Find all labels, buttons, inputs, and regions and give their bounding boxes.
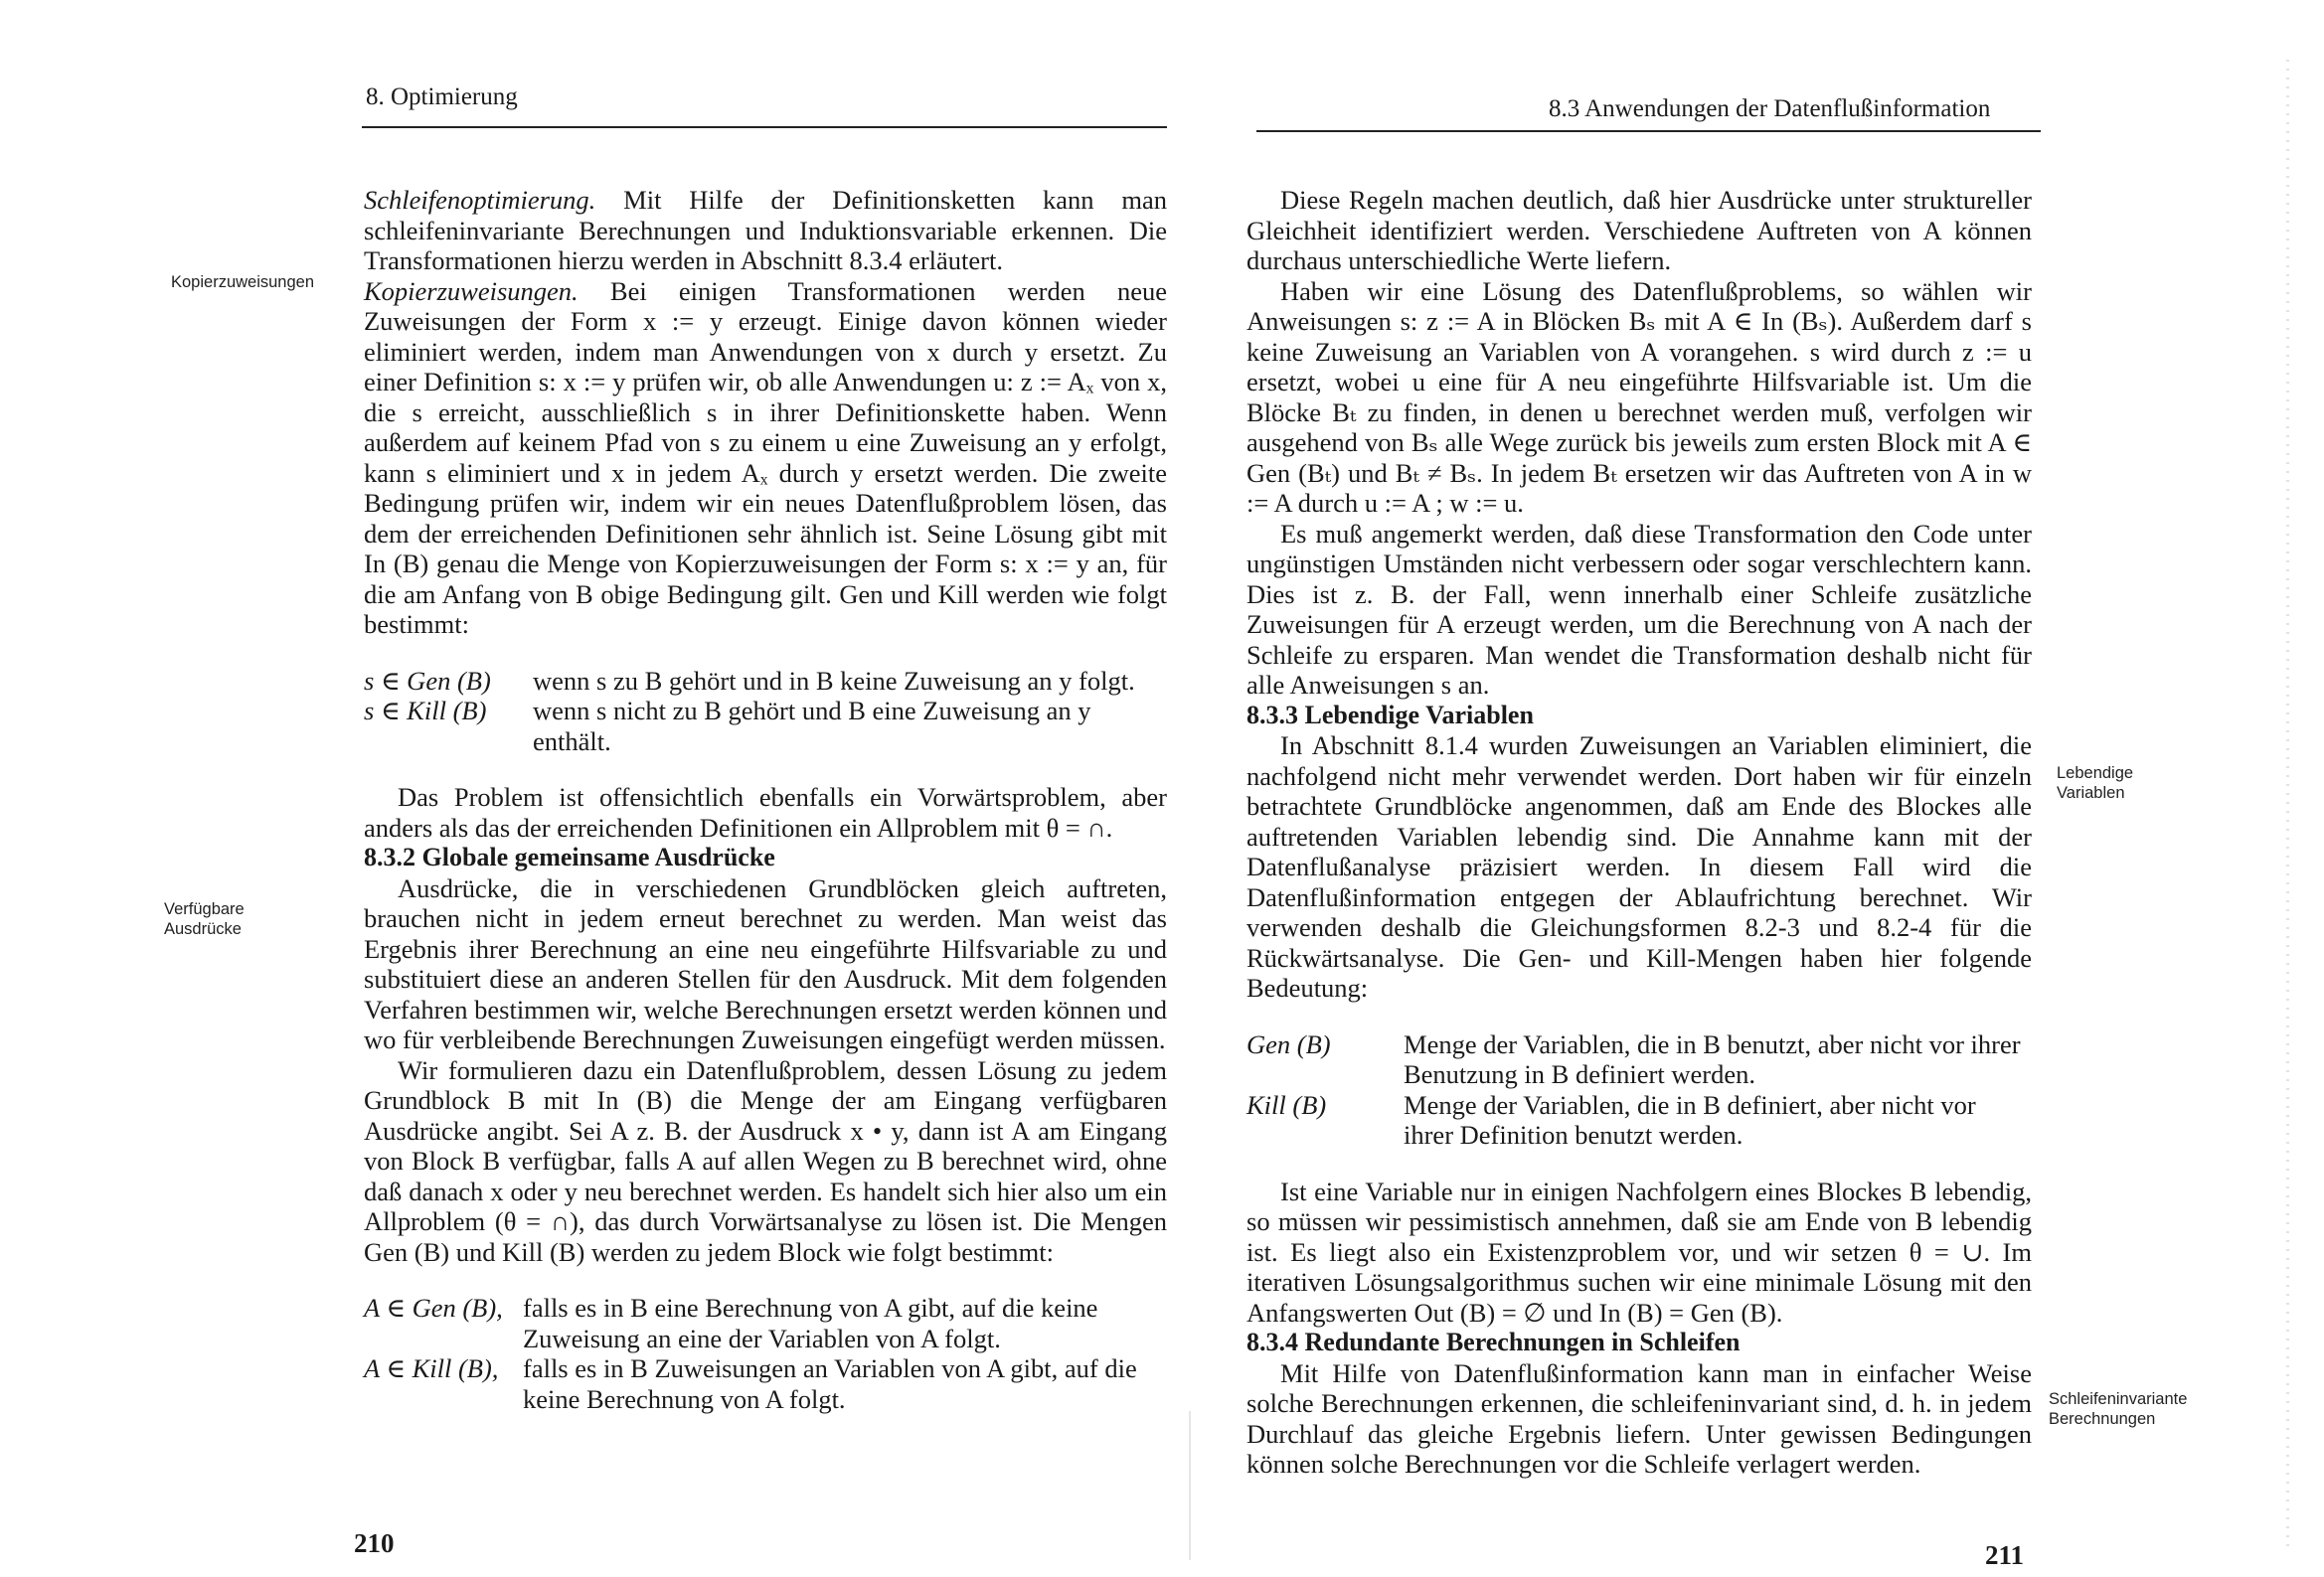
spacer xyxy=(364,756,1167,782)
definition-list-expressions xyxy=(364,1293,1167,1414)
margin-note-kopierzuweisungen: Kopierzuweisungen xyxy=(171,273,315,291)
definition-desc: Menge der Variablen, die in B definiert, aber nicht vor ihrer Definition benutzt werden. xyxy=(1404,1089,1976,1150)
section-heading-8-3-2: 8.3.2 Globale gemeinsame Ausdrücke xyxy=(364,843,775,871)
left-para-lead: Schleifenoptimierung. xyxy=(364,185,596,215)
left-page-number: 210 xyxy=(354,1528,395,1558)
definition-term: Gen (B) xyxy=(1246,1028,1331,1059)
spacer xyxy=(1246,1151,2032,1177)
section-heading-8-3-4: 8.3.4 Redundante Berechnungen in Schleifen xyxy=(1246,1328,1741,1356)
left-para-kopierzuweisungen xyxy=(364,276,1167,640)
left-para-vorwaertsproblem: Das Problem ist offensichtlich ebenfalls ein Vorwärtsproblem, aber anders als das der erreichenden Definitionen ein Allproblem mit θ = ∩. xyxy=(364,782,1167,843)
spacer xyxy=(1246,1004,2032,1029)
right-para-loesung: Haben wir eine Lösung des Datenflußproblems, so wählen wir Anweisungen s: z := A in Blöcken Bₛ mit A ∈ In (Bₛ). Außerdem darf s keine Zuweisung an Variablen von A vorangehen. s wird durch z := u ersetzt, wobei u eine für A neu eingeführte Hilfsvariable ist. Um die Blöcke Bₜ zu finden, in denen u berechnet werden muß, verfolgen wir ausgehend von Bₛ alle Wege zurück bis jeweils zum ersten Block mit A ∈ Gen (Bₜ) und Bₜ ≠ Bₛ. In jedem Bₜ ersetzen wir das Auftreten von A in w := A durch u := A ; w := u. xyxy=(1246,275,2032,518)
right-para-transformation: Es muß angemerkt werden, daß diese Transformation den Code unter ungünstigen Umständen nicht verbessern oder sogar verschlechtern kann. Dies ist z. B. der Fall, wenn innerhalb einer Schleife zusätzliche Zuweisungen für A erzeugt werden, um die Berechnung von A nach der Schleife zu ersparen. Man wendet die Transformation deshalb nicht für alle Anweisungen s an. xyxy=(1246,518,2032,700)
left-para-schleifenoptimierung xyxy=(364,185,1167,276)
page-edge-shadow xyxy=(2286,60,2289,1550)
right-page xyxy=(1162,0,2324,1577)
margin-note-verfuegbare-ausdruecke: Verfügbare Ausdrücke xyxy=(164,900,245,938)
spacer xyxy=(364,1267,1167,1293)
right-para-regeln: Diese Regeln machen deutlich, daß hier Ausdrücke unter struktureller Gleichheit identifiziert werden. Verschiedene Auftreten von A können durchaus unterschiedliche Werte liefern. xyxy=(1246,185,2032,275)
definition-desc: Menge der Variablen, die in B benutzt, aber nicht vor ihrer Benutzung in B definiert werden. xyxy=(1404,1028,2021,1089)
left-header-rule xyxy=(362,126,1167,128)
definition-desc: wenn s zu B gehört und in B keine Zuweisung an y folgt. xyxy=(533,665,1135,696)
right-para-schleifeninvariant: Mit Hilfe von Datenflußinformation kann man in einfacher Weise solche Berechnungen erkennen, die schleifeninvariant sind, d. h. in jedem Durchlauf das gleiche Ergebnis liefern. Unter gewissen Bedingungen können solche Berechnungen vor die Schleife verlagert werden. xyxy=(1246,1357,2032,1479)
definition-term: s ∈ Kill (B) xyxy=(364,696,487,725)
left-para-datenflussproblem: Wir formulieren dazu ein Datenflußproblem, dessen Lösung zu jedem Grundblock B mit In (B) die Menge der am Eingang verfügbaren Ausdrücke angibt. Sei A z. B. der Ausdruck x • y, dann ist A am Eingang von Block B verfügbar, falls A auf allen Wegen zu B berechnet wird, ohne daß danach x oder y neu berechnet werden. Es handelt sich hier also um ein Allproblem (θ = ∩), das durch Vorwärtsanalyse zu lösen ist. Die Mengen Gen (B) und Kill (B) werden zu jedem Block wie folgt bestimmt: xyxy=(364,1054,1167,1267)
definition-term: A ∈ Gen (B), xyxy=(364,1293,503,1323)
margin-note-schleifeninvariante: Schleifeninvariante Berechnungen xyxy=(2049,1390,2188,1428)
left-para-text: Bei einigen Transformationen werden neue Zuweisungen der Form x := y erzeugt. Einige davon können wieder eliminiert werden, indem man Anwendungen von x durch y ersetzt. Zu einer Definition s: x := y prüfen wir, ob alle Anwendungen u: z := Aₓ von x, die s erreicht, ausschließlich s in ihrer Definitionskette haben. Wenn außerdem auf keinem Pfad von s zu einem u eine Zuweisung an y erfolgt, kann s eliminiert und x in jedem Aₓ durch y ersetzt werden. Die zweite Bedingung prüfen wir, indem wir ein neues Datenflußproblem lösen, das dem der erreichenden Definitionen sehr ähnlich ist. Seine Lösung gibt mit In (B) genau die Menge von Kopierzuweisungen der Form s: x := y an, für die am Anfang von B obige Bedingung gilt. Gen und Kill werden wie folgt bestimmt: xyxy=(364,275,1167,639)
margin-note-lebendige-variablen: Lebendige Variablen xyxy=(2057,764,2134,802)
left-body-text xyxy=(364,185,1167,1414)
definition-term: Kill (B) xyxy=(1246,1089,1327,1120)
spacer xyxy=(364,640,1167,666)
definition-list-copy xyxy=(364,666,1167,757)
left-para-text: Mit Hilfe der Definitionsketten kann man schleifeninvariante Berechnungen und Induktionsvariable erkennen. Die Transformationen hierzu werden in Abschnitt 8.3.4 erläutert. xyxy=(364,185,1167,275)
definition-desc: falls es in B Zuweisungen an Variablen von A gibt, auf die keine Berechnung von A folgt. xyxy=(523,1353,1137,1414)
right-para-abschnitt-8-1-4: In Abschnitt 8.1.4 wurden Zuweisungen an Variablen eliminiert, die nachfolgend nicht mehr verwendet werden. Dort haben wir für einzeln betrachtete Grundblöcke angenommen, daß am Ende des Blockes alle auftretenden Variablen lebendig sind. Die Annahme kann mit der Datenflußanalyse präzisiert werden. In diesem Fall wird die Datenflußinformation entgegen der Ablaufrichtung berechnet. Wir verwenden deshalb die Gleichungsformen 8.2-3 und 8.2-4 für die Rückwärtsanalyse. Die Gen- und Kill-Mengen haben hier folgende Bedeutung: xyxy=(1246,730,2032,1003)
section-heading-8-3-3: 8.3.3 Lebendige Variablen xyxy=(1246,700,1534,729)
right-para-existenzproblem: Ist eine Variable nur in einigen Nachfolgern eines Blockes B lebendig, so müssen wir pessimistisch annehmen, daß sie am Ende von B lebendig ist. Es liegt also ein Existenzproblem vor, und wir setzen θ = ∪. Im iterativen Lösungsalgorithmus suchen wir eine minimale Lösung mit den Anfangswerten Out (B) = ∅ und In (B) = Gen (B). xyxy=(1246,1176,2032,1328)
right-running-head: 8.3 Anwendungen der Datenflußinformation xyxy=(1549,95,1991,122)
definition-list-live-variables xyxy=(1246,1029,2032,1151)
definition-desc: wenn s nicht zu B gehört und B eine Zuweisung an y enthält. xyxy=(533,696,1091,756)
definition-term: A ∈ Kill (B), xyxy=(364,1353,499,1383)
left-para-ausdruecke: Ausdrücke, die in verschiedenen Grundblöcken gleich auftreten, brauchen nicht in jedem erneut berechnet zu werden. Man weist das Ergebnis ihrer Berechnung an eine neu eingeführte Hilfsvariable zu und substituiert diese an anderen Stellen für den Ausdruck. Mit dem folgenden Verfahren bestimmen wir, welche Berechnungen ersetzt werden können und wo für verbleibende Berechnungen Zuweisungen eingefügt werden müssen. xyxy=(364,872,1167,1054)
definition-term: s ∈ Gen (B) xyxy=(364,665,491,696)
left-para-lead: Kopierzuweisungen. xyxy=(364,275,579,306)
right-header-rule xyxy=(1256,130,2041,132)
definition-desc: falls es in B eine Berechnung von A gibt, auf die keine Zuweisung an eine der Variablen von A folgt. xyxy=(523,1293,1098,1353)
right-page-number: 211 xyxy=(1985,1540,2025,1570)
right-body-text xyxy=(1246,185,2032,1480)
left-running-head: 8. Optimierung xyxy=(366,83,518,110)
